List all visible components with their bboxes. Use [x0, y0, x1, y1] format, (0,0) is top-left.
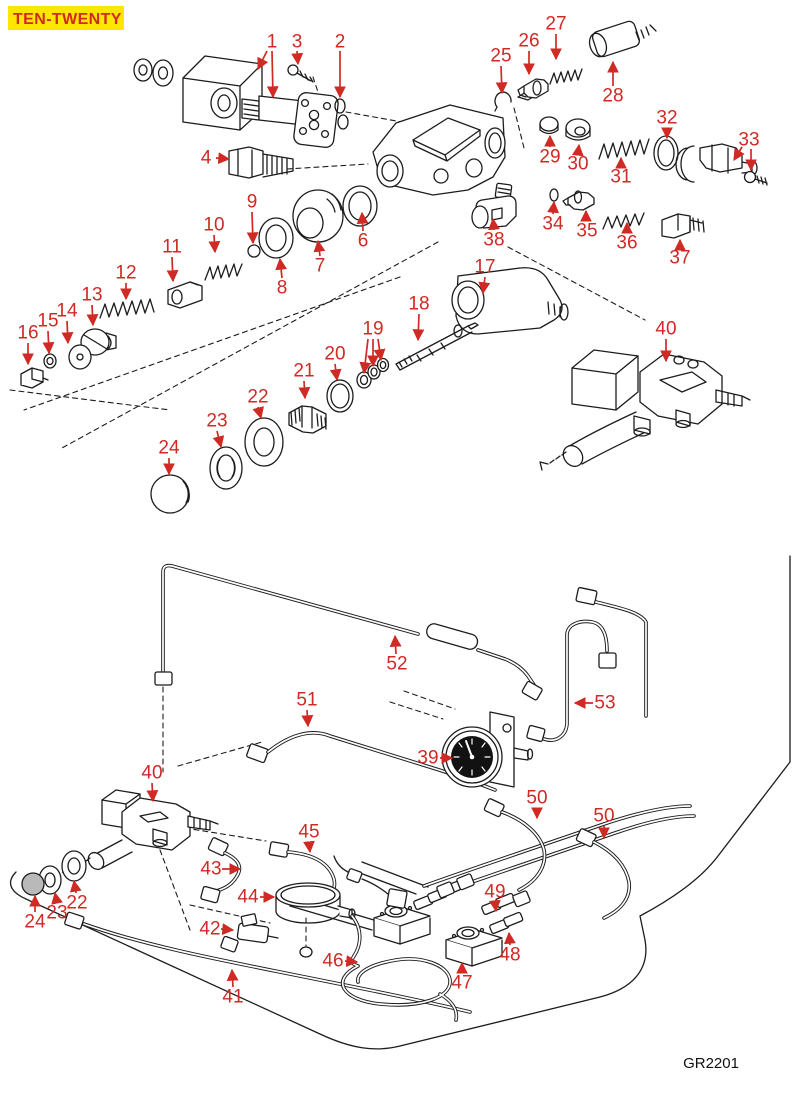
- callout-number-35: 35: [576, 220, 598, 242]
- callout-number-2: 2: [334, 31, 346, 53]
- callout-leader-15: [48, 331, 49, 353]
- part-16-nut: [21, 368, 48, 388]
- callout-number-4: 4: [200, 147, 212, 169]
- callout-leader-4: [216, 158, 229, 159]
- callout-leader-25: [501, 66, 502, 93]
- page-title: TEN-TWENTY: [13, 11, 122, 28]
- callout-leader-49: [495, 902, 496, 911]
- callout-number-39: 39: [417, 747, 439, 769]
- part-22b-washer: [62, 851, 86, 881]
- part-37-plug: [662, 214, 704, 238]
- callout-number-43: 43: [200, 858, 222, 880]
- callout-number-36: 36: [616, 232, 638, 254]
- callout-number-9: 9: [246, 191, 258, 213]
- callout-number-22b: 22: [66, 892, 88, 914]
- part-36-spring: [603, 213, 644, 229]
- part-3-bolt: [288, 65, 313, 82]
- callout-number-11: 11: [162, 236, 182, 258]
- callout-leader-22b: [74, 881, 76, 893]
- part-28-plug-fitting: [587, 20, 656, 59]
- callout-number-1: 1: [266, 31, 278, 53]
- callout-leader-38: [493, 219, 494, 230]
- part-34-o-ring: [550, 189, 558, 201]
- part-21-threaded-nipple: [289, 406, 326, 433]
- part-32-o-ring: [654, 136, 678, 170]
- sensor-with-cable: [334, 856, 407, 908]
- part-6-ring-nut: [343, 186, 377, 226]
- callout-leader-48: [509, 933, 510, 945]
- callout-leader-41: [232, 970, 233, 987]
- callout-leader-40b: [152, 783, 153, 801]
- part-24-cap: [151, 475, 189, 513]
- callout-number-38: 38: [483, 229, 505, 251]
- part-15-ring: [44, 354, 56, 368]
- callout-leader-8: [280, 259, 282, 278]
- callout-number-19: 19: [362, 318, 384, 340]
- callout-number-14: 14: [56, 300, 78, 322]
- callout-number-49: 49: [484, 881, 506, 903]
- callout-number-37: 37: [669, 247, 691, 269]
- part-29-cap: [540, 117, 558, 134]
- callout-leader-9: [252, 212, 253, 243]
- callout-number-7: 7: [314, 255, 326, 277]
- callout-number-44: 44: [237, 886, 259, 908]
- callout-number-42: 42: [199, 918, 221, 940]
- callout-number-50a: 50: [526, 787, 548, 809]
- callout-leader-18: [418, 314, 419, 340]
- part-14-disc: [69, 345, 91, 369]
- callout-number-28: 28: [602, 85, 624, 107]
- figure-code: GR2201: [683, 1055, 739, 1072]
- part-23-washer: [210, 447, 242, 489]
- callout-number-52: 52: [386, 653, 408, 675]
- callout-leader-19: [378, 339, 381, 360]
- callout-number-27: 27: [545, 13, 567, 35]
- part-26-poppet: [518, 79, 548, 98]
- lower-installation-diagram: [11, 556, 790, 1049]
- part-11-plunger: [168, 282, 202, 308]
- part-9-ball: [248, 245, 260, 257]
- callout-number-21: 21: [293, 360, 315, 382]
- callout-leader-51: [307, 710, 308, 726]
- callout-leader-22: [258, 407, 261, 418]
- part-40-valve-assembly-installed: [64, 790, 218, 878]
- callout-number-31: 31: [610, 166, 632, 188]
- callout-leader-3: [297, 51, 298, 64]
- callout-number-24b: 24: [24, 911, 46, 933]
- part-44-cup: [276, 883, 355, 957]
- callout-number-25: 25: [490, 45, 512, 67]
- pipe-52: [155, 566, 543, 701]
- callout-number-45: 45: [298, 821, 320, 843]
- callout-number-40a: 40: [655, 318, 677, 340]
- part-10-spring: [205, 264, 242, 280]
- title-badge: [8, 6, 124, 30]
- callout-number-15: 15: [37, 310, 59, 332]
- callout-number-40b: 40: [141, 762, 163, 784]
- pipes-50: [424, 798, 694, 918]
- part-35-poppet: [563, 191, 594, 210]
- callout-leader-42: [221, 929, 233, 930]
- callout-number-22: 22: [247, 386, 269, 408]
- callout-number-10: 10: [203, 214, 225, 236]
- callout-leader-6: [362, 213, 363, 231]
- callout-leader-21: [304, 381, 305, 398]
- part-7-threaded-plug: [293, 190, 343, 242]
- callout-number-32: 32: [656, 107, 678, 129]
- callout-number-12: 12: [115, 262, 137, 284]
- callout-leader-46: [345, 961, 357, 962]
- callout-leader-52: [395, 636, 396, 654]
- part-17-elbow-fitting: [452, 268, 568, 334]
- callout-number-46: 46: [322, 950, 344, 972]
- callout-number-50b: 50: [593, 805, 615, 827]
- part-39-pressure-gauge: [442, 712, 533, 787]
- junction-block: [374, 905, 430, 944]
- callout-leader-14: [67, 321, 68, 343]
- callout-number-48: 48: [499, 944, 521, 966]
- callout-number-16: 16: [17, 322, 39, 344]
- callout-leader-13: [92, 305, 93, 325]
- part-20-ring: [327, 380, 353, 412]
- part-40-assembled-valve: [540, 350, 750, 470]
- part-42-bleed-valve: [220, 914, 278, 953]
- callout-number-6: 6: [357, 230, 369, 252]
- part-4-hex-fitting: [229, 147, 293, 178]
- callout-leader-34: [553, 202, 554, 214]
- callout-leader-7: [318, 241, 320, 256]
- callout-leader-10: [214, 235, 215, 252]
- callout-leader-23: [217, 431, 221, 447]
- part-12-spring: [100, 299, 154, 318]
- callout-leader-19: [364, 339, 368, 373]
- callout-number-41: 41: [222, 986, 244, 1008]
- part-30-cap: [566, 119, 590, 140]
- callout-number-20: 20: [324, 343, 346, 365]
- callout-number-23: 23: [206, 410, 228, 432]
- callout-number-29: 29: [539, 146, 561, 168]
- callout-leader-11: [172, 257, 173, 281]
- part-main-valve-body: [373, 92, 536, 195]
- callout-number-24: 24: [158, 437, 180, 459]
- part-31-spring: [599, 139, 649, 159]
- part-27-spring: [550, 69, 582, 84]
- callout-leader-23b: [55, 893, 57, 903]
- part-25-snap-ring: [495, 92, 511, 111]
- callout-number-18: 18: [408, 293, 430, 315]
- callout-leader-20: [335, 364, 337, 380]
- part-1-flange-plate: [293, 92, 339, 148]
- callout-number-30: 30: [567, 153, 589, 175]
- part-22-washer: [245, 418, 283, 466]
- pipe-53: [526, 587, 646, 742]
- part-8-washer: [259, 218, 293, 258]
- callout-leader-1: [272, 51, 273, 97]
- part-washers-top: [134, 59, 173, 86]
- callout-number-13: 13: [81, 284, 103, 306]
- callout-number-51: 51: [296, 689, 318, 711]
- callout-number-33: 33: [738, 129, 760, 151]
- callout-number-23b: 23: [46, 902, 68, 924]
- part-24b-cap: [22, 873, 44, 895]
- callout-leader-45: [309, 842, 310, 852]
- callout-number-47: 47: [451, 972, 473, 994]
- callout-number-53: 53: [594, 692, 616, 714]
- callout-number-3: 3: [291, 31, 303, 53]
- callout-number-8: 8: [276, 277, 288, 299]
- callout-number-34: 34: [542, 213, 564, 235]
- callout-number-26: 26: [518, 30, 540, 52]
- callout-number-17: 17: [474, 256, 496, 278]
